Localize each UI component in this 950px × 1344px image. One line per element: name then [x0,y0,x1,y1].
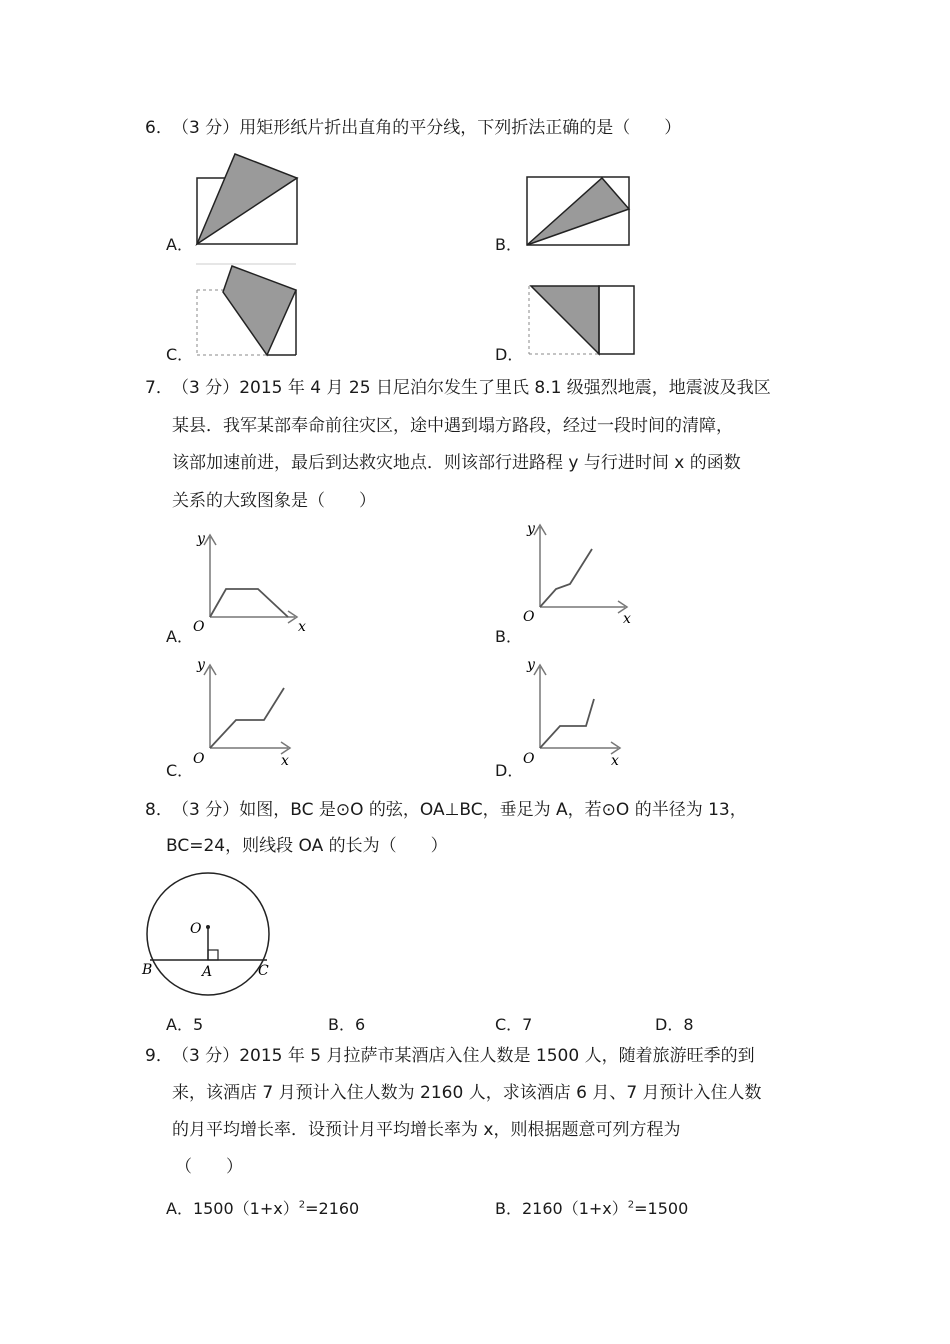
q9-line-3: 的月平均增长率．设预计月平均增长率为 x，则根据题意可列方程为 [172,1120,681,1140]
q7-b-x-label: x [623,611,631,627]
q7-option-b-label[interactable]: B． [495,627,522,646]
q6-option-a-label[interactable]: A． [166,235,193,254]
q7-c-origin-label: O [193,751,205,767]
q9-option-a-exponent: 2 [298,1199,306,1211]
q7-line-1: （3 分）2015 年 4 月 25 日尼泊尔发生了里氏 8.1 级强烈地震，地震波及我区 [172,378,771,398]
q7-d-y-label: y [527,657,535,673]
q6-text: （3 分）用矩形纸片折出直角的平分线，下列折法正确的是（ ） [172,118,682,138]
q9-option-b-prefix: B．2160（1+x） [495,1199,628,1218]
q7-d-origin-label: O [523,751,535,767]
q9-option-a[interactable] [166,1196,359,1219]
q8-label-a: A [202,964,213,980]
q6-figure-d [527,284,639,358]
q9-option-b[interactable] [495,1196,688,1219]
q7-graph-c [190,655,320,770]
q8-option-a[interactable]: A．5 [166,1015,204,1034]
q8-number: 8． [145,800,173,820]
q8-option-b[interactable]: B．6 [328,1015,366,1034]
q8-line-1: （3 分）如图，BC 是⊙O 的弦，OA⊥BC，垂足为 A，若⊙O 的半径为 13， [172,800,747,820]
q9-option-b-exponent: 2 [627,1199,635,1211]
q7-line-4: 关系的大致图象是（ ） [172,491,376,511]
q9-option-a-prefix: A．1500（1+x） [166,1199,299,1218]
q7-option-d-label[interactable]: D． [495,761,524,780]
q8-label-o: O [190,921,202,937]
q6-figure-a [195,150,305,250]
q7-a-x-label: x [298,619,306,635]
q7-graph-d [520,655,650,770]
q7-line-3: 该部加速前进，最后到达救灾地点．则该部行进路程 y 与行进时间 x 的函数 [172,453,741,473]
q9-line-2: 来，该酒店 7 月预计入住人数为 2160 人，求该酒店 6 月、7 月预计入住人数 [172,1083,762,1103]
q7-d-x-label: x [611,753,619,769]
q8-label-b: B [142,962,153,978]
q7-option-c-label[interactable]: C． [166,761,194,780]
q8-circle-figure [138,870,288,1005]
q8-option-d[interactable]: D．8 [655,1015,694,1034]
q7-line-2: 某县．我军某部奉命前往灾区，途中遇到塌方路段，经过一段时间的清障， [172,416,733,436]
q6-figure-b [525,175,635,250]
q6-option-d-label[interactable]: D． [495,345,524,364]
q7-a-y-label: y [197,531,205,547]
q9-number: 9． [145,1046,173,1066]
q8-line-2: BC=24，则线段 OA 的长为（ ） [166,836,448,856]
q9-option-a-suffix: =2160 [305,1199,360,1218]
q8-label-c: C [258,963,269,979]
q7-c-x-label: x [281,753,289,769]
q7-b-origin-label: O [523,609,535,625]
q7-a-origin-label: O [193,619,205,635]
q7-option-a-label[interactable]: A． [166,627,193,646]
q7-b-y-label: y [527,521,535,537]
q7-number: 7． [145,378,173,398]
q6-figure-c [195,263,300,358]
q8-option-c[interactable]: C．7 [495,1015,533,1034]
q9-line-1: （3 分）2015 年 5 月拉萨市某酒店入住人数是 1500 人，随着旅游旺季的到 [172,1046,755,1066]
q6-option-b-label[interactable]: B． [495,235,522,254]
q6-option-c-label[interactable]: C． [166,345,194,364]
q6-number: 6． [145,118,173,138]
q7-c-y-label: y [197,657,205,673]
q7-graph-a [190,525,320,640]
q7-graph-b [520,515,650,630]
q9-line-4: （ ） [175,1157,243,1177]
q9-option-b-suffix: =1500 [634,1199,689,1218]
